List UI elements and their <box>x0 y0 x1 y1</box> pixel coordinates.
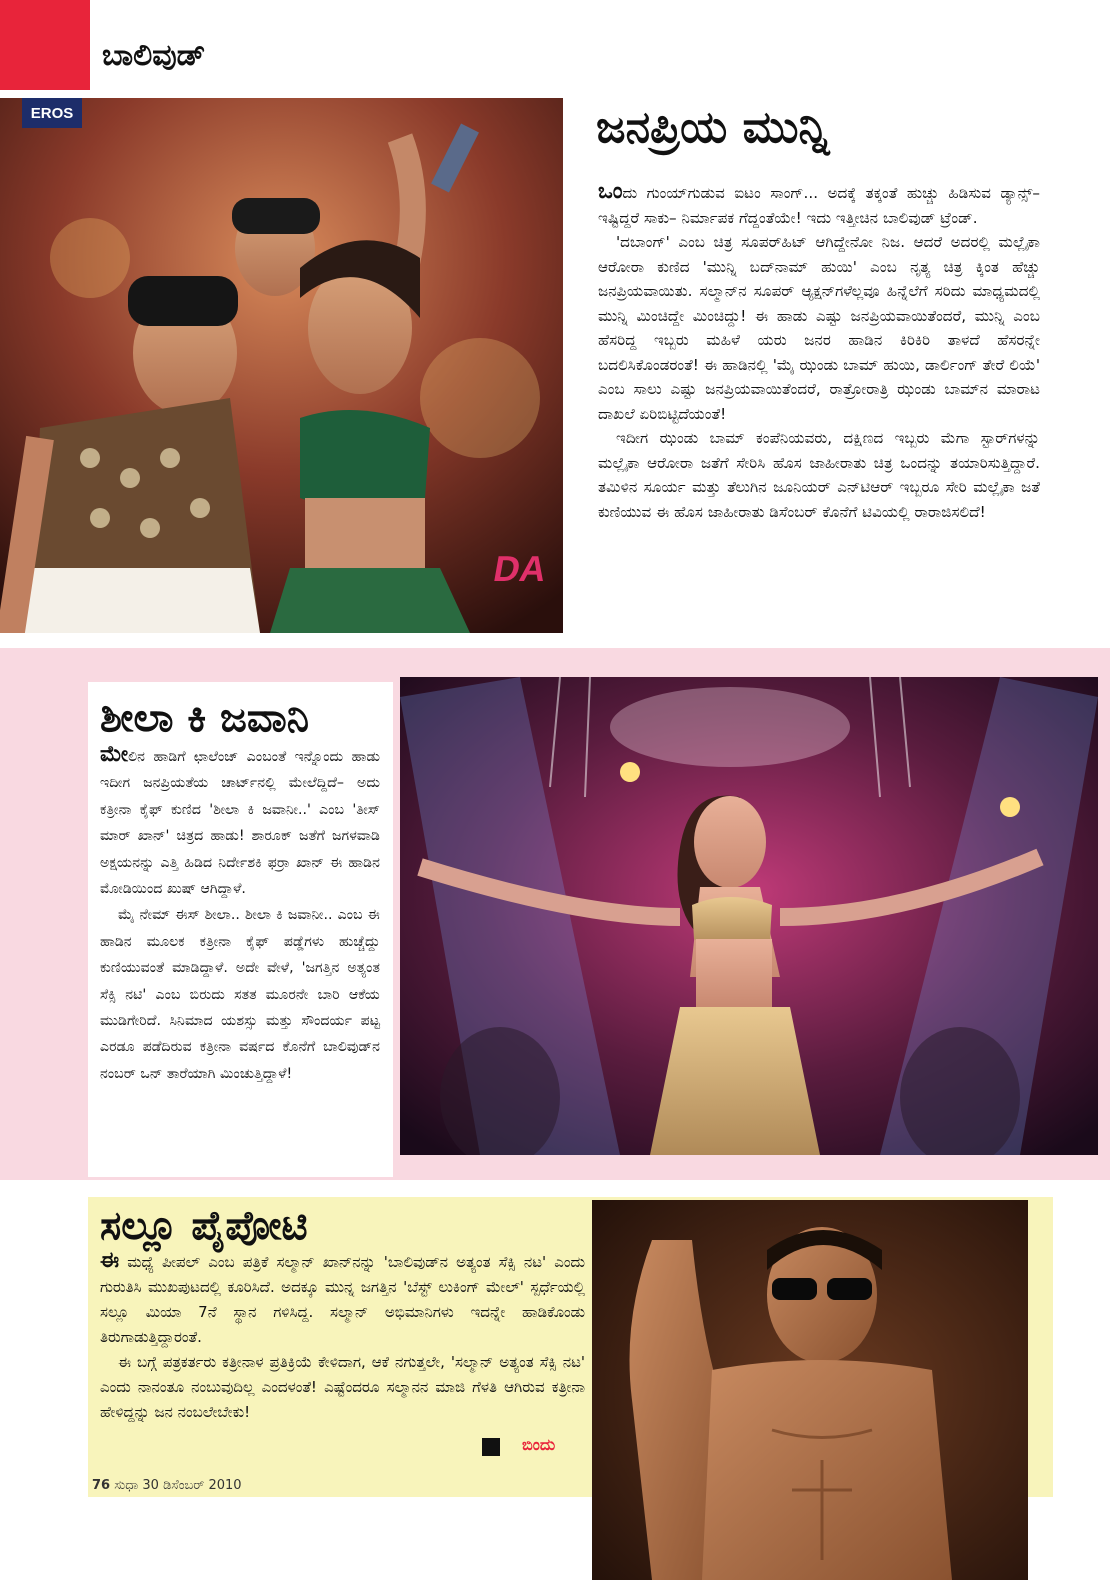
article1-title: ಜನಪ್ರಿಯ ಮುನ್ನಿ <box>596 102 829 153</box>
drop-cap: ಈ <box>100 1248 120 1273</box>
article2-body <box>100 742 380 1087</box>
article1-paragraph-2: 'ದಬಾಂಗ್' ಎಂಬ ಚಿತ್ರ ಸೂಪರ್‌ಹಿಟ್ ಆಗಿದ್ದೇನೋ ನಿಜ. ಆದರೆ ಅದರಲ್ಲಿ ಮಲ್ಲೈಕಾ ಆರೋರಾ ಕುಣಿದ 'ಮುನ್ನಿ ಬದ್‌ನಾಮ್ ಹುಯಿ' ಎಂಬ ನೃತ್ಯ ಚಿತ್ರ ಕ್ಕಿಂತ ಹೆಚ್ಚು ಜನಪ್ರಿಯವಾಯಿತು. ಸಲ್ಮಾನ್‌ನ ಸೂಪರ್ ಆ್ಯಕ್ಷನ್‌ಗಳೆಲ್ಲವೂ ಹಿನ್ನೆಲೆಗೆ ಸರಿದು ಮಾಧ್ಯಮದಲ್ಲಿ ಮುನ್ನಿ ಮಿಂಚಿದ್ದೇ ಮಿಂಚಿದ್ದು! ಈ ಹಾಡು ಎಷ್ಟು ಜನಪ್ರಿಯವಾಯಿತೆಂದರೆ, ಮುನ್ನಿ ಎಂಬ ಹೆಸರಿದ್ದ ಇಬ್ಬರು ಮಹಿಳೆ ಯರು ಜನರ ಹಾಡಿನ ಕಿರಿಕಿರಿ ತಾಳದೆ ಹೆಸರನ್ನೇ ಬದಲಿಸಿಕೊಂಡರಂತೆ! ಈ ಹಾಡಿನಲ್ಲಿ 'ಮೈ ಝಂಡು ಬಾಮ್ ಹುಯಿ, ಡಾರ್ಲಿಂಗ್ ತೇರೆ ಲಿಯೆ' ಎಂಬ ಸಾಲು ಎಷ್ಟು ಜನಪ್ರಿಯವಾಯಿತೆಂದರೆ, ರಾತ್ರೋರಾತ್ರಿ ಝಂಡು ಬಾಮ್‌ನ ಮಾರಾಟ ದಾಖಲೆ ಏರಿಬಿಟ್ಟಿದೆಯಂತೆ! <box>598 233 1040 423</box>
malaika-dance-photo <box>0 98 563 633</box>
end-mark-square <box>482 1438 500 1456</box>
article2-paragraph-1: ಲಿನ ಹಾಡಿಗೆ ಛಾಲೆಂಜ್ ಎಂಬಂತೆ ಇನ್ನೊಂದು ಹಾಡು ಇದೀಗ ಜನಪ್ರಿಯತೆಯ ಚಾರ್ಟ್‌ನಲ್ಲಿ ಮೇಲೆದ್ದಿದೆ– ಅದು ಕತ್ರೀನಾ ಕೈಫ್ ಕುಣಿದ 'ಶೀಲಾ ಕಿ ಜವಾನೀ..' ಎಂಬ 'ತೀಸ್ ಮಾರ್ ಖಾನ್' ಚಿತ್ರದ ಹಾಡು! ಶಾರೂಕ್ ಜತೆಗೆ ಜಗಳವಾಡಿ ಅಕ್ಷಯನನ್ನು ಎತ್ತಿ ಹಿಡಿದ ನಿರ್ದೇಶಕಿ ಫರ್ರಾ ಖಾನ್ ಈ ಹಾಡಿನ ಮೋಡಿಯಿಂದ ಖುಷ್ ಆಗಿದ್ದಾಳೆ. <box>100 749 380 898</box>
salman-image <box>592 1200 1028 1580</box>
author-signature: ಬಿಂದು <box>522 1435 556 1454</box>
drop-cap: ಮೇ <box>100 742 129 767</box>
stage-scene-image <box>400 677 1098 1155</box>
issue-date: 30 ಡಿಸೆಂಬರ್ 2010 <box>142 1478 242 1493</box>
article3-title: ಸಲ್ಲೂ ಪೈಪೋಟಿ <box>100 1203 308 1249</box>
page-number: 76 <box>92 1478 111 1493</box>
article1-paragraph-3: ಇದೀಗ ಝಂಡು ಬಾಮ್ ಕಂಪೆನಿಯವರು, ದಕ್ಷಿಣದ ಇಬ್ಬರು ಮೆಗಾ ಸ್ಟಾರ್‌ಗಳನ್ನು ಮಲ್ಲೈಕಾ ಆರೋರಾ ಜತೆಗೆ ಸೇರಿಸಿ ಹೊಸ ಜಾಹೀರಾತು ಚಿತ್ರ ಒಂದನ್ನು ತಯಾರಿಸುತ್ತಿದ್ದಾರೆ. ತಮಿಳಿನ ಸೂರ್ಯ ಮತ್ತು ತೆಲುಗಿನ ಜೂನಿಯರ್ ಎನ್‌ಟಿಆರ್ ಇಬ್ಬರೂ ಸೇರಿ ಮಲ್ಲೈಕಾ ಜತೆ ಕುಣಿಯುವ ಈ ಹೊಸ ಜಾಹೀರಾತು ಡಿಸೆಂಬರ್ ಕೊನೆಗೆ ಟಿವಿಯಲ್ಲಿ ರಾರಾಜಿಸಲಿದೆ! <box>598 429 1040 521</box>
section-label: ಬಾಲಿವುಡ್ <box>102 38 206 73</box>
katrina-stage-photo <box>400 677 1098 1155</box>
article2-title: ಶೀಲಾ ಕಿ ಜವಾನಿ <box>100 695 309 741</box>
salman-shirtless-photo <box>592 1200 1028 1580</box>
article1-body <box>598 180 1040 524</box>
eros-logo: EROS <box>30 105 74 122</box>
article3-paragraph-2: ಈ ಬಗ್ಗೆ ಪತ್ರಕರ್ತರು ಕತ್ರೀನಾಳ ಪ್ರತಿಕ್ರಿಯೆ ಕೇಳಿದಾಗ, ಆಕೆ ನಗುತ್ತಲೇ, 'ಸಲ್ಮಾನ್ ಅತ್ಯಂತ ಸೆಕ್ಸಿ ನಟ' ಎಂದು ನಾನಂತೂ ನಂಬುವುದಿಲ್ಲ ಎಂದಳಂತೆ! ಎಷ್ಟೆಂದರೂ ಸಲ್ಮಾನನ ಮಾಜಿ ಗೆಳತಿ ಆಗಿರುವ ಕತ್ರೀನಾ ಹೇಳಿದ್ದನ್ನು ಜನ ನಂಬಲೇಬೇಕು! <box>100 1353 585 1421</box>
dabangg-poster-text: DA <box>490 548 550 589</box>
magazine-name: ಸುಧಾ <box>114 1478 139 1493</box>
article1-paragraph-1: ದು ಗುಂಯ್‌ಗುಡುವ ಐಟಂ ಸಾಂಗ್... ಅದಕ್ಕೆ ತಕ್ಕಂತೆ ಹುಚ್ಚು ಹಿಡಿಸುವ ಡ್ಯಾನ್ಸ್– ಇಷ್ಟಿದ್ದರೆ ಸಾಕು– ನಿರ್ಮಾಪಕ ಗೆದ್ದಂತೆಯೇ! ಇದು ಇತ್ತೀಚಿನ ಬಾಲಿವುಡ್ ಟ್ರೆಂಡ್. <box>598 184 1040 227</box>
dance-scene-image <box>0 98 563 633</box>
article3-body <box>100 1248 585 1425</box>
article3-paragraph-1: ಮಧ್ಯೆ ಪೀಪಲ್ ಎಂಬ ಪತ್ರಿಕೆ ಸಲ್ಮಾನ್ ಖಾನ್‌ನನ್ನು 'ಬಾಲಿವುಡ್‌ನ ಅತ್ಯಂತ ಸೆಕ್ಸಿ ನಟ' ಎಂದು ಗುರುತಿಸಿ ಮುಖಪುಟದಲ್ಲಿ ಕೂರಿಸಿದೆ. ಅದಕ್ಕೂ ಮುನ್ನ ಜಗತ್ತಿನ 'ಬೆಸ್ಟ್ ಲುಕಿಂಗ್ ಮೇಲ್' ಸ್ಪರ್ಧೆಯಲ್ಲಿ ಸಲ್ಲೂ ಮಿಯಾ 7ನೆ ಸ್ಥಾನ ಗಳಿಸಿದ್ದ. ಸಲ್ಮಾನ್ ಅಭಿಮಾನಿಗಳು ಇದನ್ನೇ ಹಾಡಿಕೊಂಡು ತಿರುಗಾಡುತ್ತಿದ್ದಾರಂತೆ. <box>100 1253 585 1346</box>
article2-paragraph-2: ಮೈ ನೇಮ್ ಈಸ್ ಶೀಲಾ.. ಶೀಲಾ ಕಿ ಜವಾನೀ.. ಎಂಬ ಈ ಹಾಡಿನ ಮೂಲಕ ಕತ್ರೀನಾ ಕೈಫ್ ಪಡ್ಡೆಗಳು ಹುಚ್ಚೆದ್ದು ಕುಣಿಯುವಂತೆ ಮಾಡಿದ್ದಾಳೆ. ಅದೇ ವೇಳೆ, 'ಜಗತ್ತಿನ ಅತ್ಯಂತ ಸೆಕ್ಸಿ ನಟಿ' ಎಂಬ ಬಿರುದು ಸತತ ಮೂರನೇ ಬಾರಿ ಆಕೆಯ ಮುಡಿಗೇರಿದೆ. ಸಿನಿಮಾದ ಯಶಸ್ಸು ಮತ್ತು ಸೌಂದರ್ಯ ಪಟ್ಟ ಎರಡೂ ಪಡೆದಿರುವ ಕತ್ರೀನಾ ವರ್ಷದ ಕೊನೆಗೆ ಬಾಲಿವುಡ್‌ನ ನಂಬರ್ ಒನ್ ತಾರೆಯಾಗಿ ಮಿಂಚುತ್ತಿದ್ದಾಳೆ! <box>100 907 380 1082</box>
drop-cap: ಒಂ <box>598 179 623 204</box>
page-footer <box>92 1478 242 1493</box>
section-color-block <box>0 0 90 90</box>
